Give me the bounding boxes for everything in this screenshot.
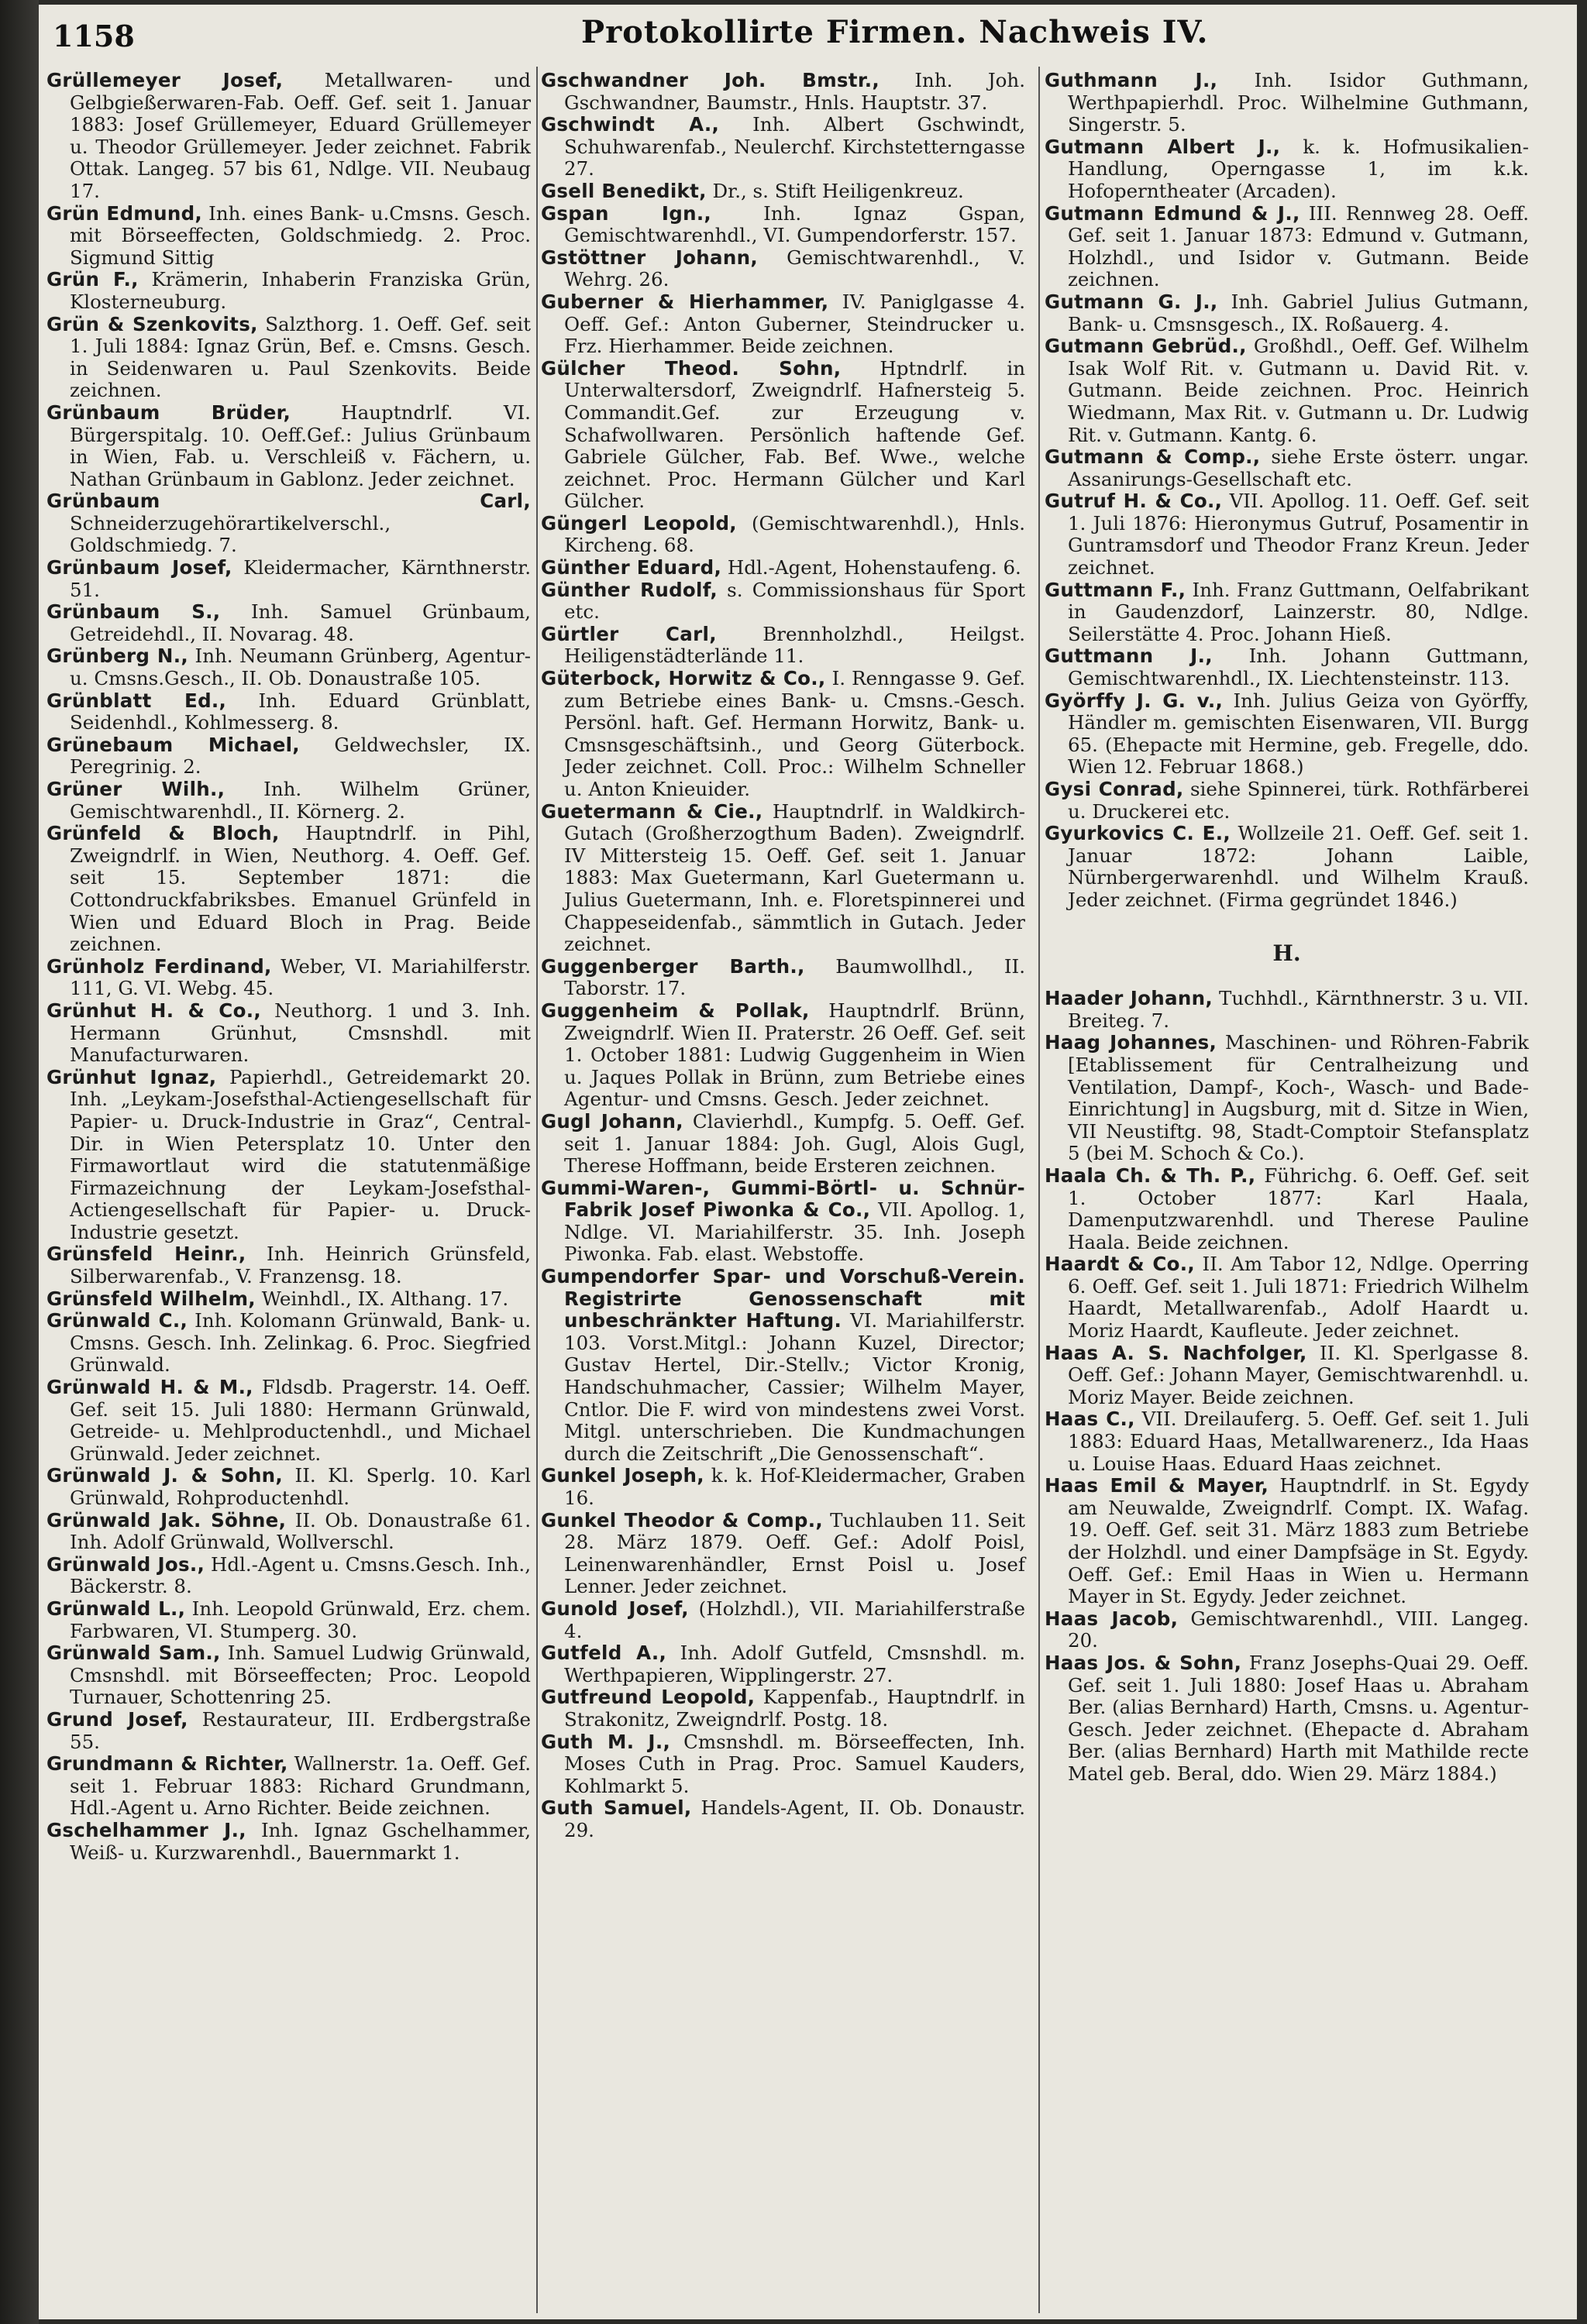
firm-name: Grünwald Jos.,	[46, 1552, 205, 1576]
directory-entry	[1045, 291, 1529, 335]
firm-name: Grünblatt Ed.,	[46, 689, 227, 712]
column-1	[46, 70, 531, 1864]
firm-details: VI. Mariahilferstr. 103. Vorst.Mitgl.: Johann Kuzel, Director; Gustav Hertel, Dir.-Stellv.; Victor Kronig, Handschuhmacher, Cassier; Wilhelm Mayer, Cntlor. Die F. wird von mindestens zwei Vorst. Mitgl. unterschrieben. Die Kundmachungen durch die Zeitschrift „Die Genossenschaft“.	[564, 1309, 1025, 1465]
directory-entry	[46, 1598, 531, 1642]
column-3-entries	[1045, 70, 1529, 912]
firm-name: Gschelhammer J.,	[46, 1818, 246, 1841]
firm-details: Salzthorg. 1. Oeff. Gef. seit 1. Juli 1884: Ignaz Grün, Bef. e. Cmsns. Gesch. in Seidenwaren u. Paul Szenkovits. Beide zeichnen.	[70, 312, 531, 402]
firm-name: Gspan Ign.,	[541, 201, 712, 225]
firm-details: Handels-Agent, II. Ob. Donaustr. 29.	[564, 1796, 1025, 1841]
directory-entry	[46, 269, 531, 313]
firm-details: Inh. Samuel Ludwig Grünwald, Cmsnshdl. mit Börseeffecten; Proc. Leopold Turnauer, Schottenring 25.	[70, 1642, 531, 1709]
firm-details: Hptndrlf. in Unterwaltersdorf, Zweigndrlf. Hafnersteig 5. Commandit.Gef. zur Erzeugung v. Schafwollwaren. Persönlich haftende Gef. Gabriele Gülcher, Fab. Bef. Wwe., welche zeichnet. Proc. Hermann Gülcher und Karl Gülcher.	[564, 356, 1025, 513]
firm-name: Guttmann F.,	[1045, 578, 1186, 601]
firm-name: Grün Edmund,	[46, 201, 203, 225]
directory-entry	[541, 1598, 1025, 1642]
firm-name: Guetermann & Cie.,	[541, 799, 763, 823]
firm-details: Inh. Isidor Guthmann, Werthpapierhdl. Proc. Wilhelmine Guthmann, Singerstr. 5.	[1068, 69, 1529, 136]
directory-entry	[46, 1067, 531, 1244]
directory-entry	[541, 247, 1025, 291]
firm-details: Schneiderzugehörartikelverschl., Goldschmiedg. 7.	[70, 511, 391, 557]
firm-details: Baumwollhdl., II. Taborstr. 17.	[564, 954, 1025, 1000]
firm-details: Hdl.-Agent u. Cmsns.Gesch. Inh., Bäckerstr. 8.	[70, 1552, 531, 1598]
firm-name: Gutmann Albert J.,	[1045, 135, 1281, 158]
firm-name: Grünwald L.,	[46, 1597, 186, 1620]
directory-entry	[541, 1000, 1025, 1111]
firm-details: Hauptndrlf. in Waldkirch-Gutach (Großherzogthum Baden). Zweigndrlf. IV Mittersteig 15. Oeff. Gef. seit 1. Januar 1883: Max Guetermann, Karl Guetermann u. Julius Guetermann, Inh. e. Floretspinnerei und Chappeseidenfab., sämmtlich in Gutach. Jeder zeichnet.	[564, 799, 1025, 956]
firm-details: Weinhdl., IX. Althang. 17.	[261, 1287, 509, 1310]
firm-name: Grünebaum Michael,	[46, 733, 300, 756]
directory-entry	[541, 513, 1025, 557]
book-page	[39, 5, 1577, 2319]
firm-details: Fldsdb. Pragerstr. 14. Oeff. Gef. seit 15. Juli 1880: Hermann Grünwald, Getreide- u. Mehlproductenhdl., und Michael Grünwald. Jeder zeichnet.	[70, 1376, 531, 1465]
directory-entry	[541, 668, 1025, 801]
firm-name: Gyurkovics C. E.,	[1045, 822, 1231, 845]
firm-details: Hauptndrlf. in Pihl, Zweigndrlf. in Wien, Neuthorg. 4. Oeff. Gef. seit 15. September 1871: die Cottondruckfabriksbes. Emanuel Grünfeld in Wien und Eduard Bloch in Prag. Beide zeichnen.	[70, 822, 531, 956]
firm-details: Clavierhdl., Kumpfg. 5. Oeff. Gef. seit 1. Januar 1884: Joh. Gugl, Alois Gugl, Therese Hoffmann, beide Ersteren zeichnen.	[564, 1109, 1025, 1177]
firm-name: Haas Jos. & Sohn,	[1045, 1651, 1242, 1674]
firm-name: Grünfeld & Bloch,	[46, 822, 280, 845]
directory-entry	[541, 1266, 1025, 1465]
firm-name: Grünbaum Carl,	[46, 490, 531, 513]
firm-name: Günther Eduard,	[541, 556, 722, 579]
firm-details: Inh. Johann Guttmann, Gemischtwarenhdl., IX. Liechtensteinstr. 113.	[1068, 645, 1530, 690]
directory-entry	[1045, 335, 1529, 446]
firm-name: Grünwald J. & Sohn,	[46, 1464, 284, 1487]
firm-details: I. Renngasse 9. Gef. zum Betriebe eines Bank- u. Cmsns.-Gesch. Persönl. haft. Gef. Hermann Horwitz, Bank- u. Cmsnsgeschäftsinh., und Georg Güterbock. Jeder zeichnet. Coll. Proc.: Wilhelm Schneller u. Anton Knieuider.	[564, 667, 1026, 800]
directory-entry	[46, 690, 531, 734]
firm-name: Gutfreund Leopold,	[541, 1686, 756, 1709]
firm-name: Güngerl Leopold,	[541, 511, 737, 535]
directory-entry	[541, 1177, 1025, 1266]
firm-details: II. Am Tabor 12, Ndlge. Operring 6. Oeff. Gef. seit 1. Juli 1871: Friedrich Wilhelm Haardt, Metallwarenfab., Adolf Haardt u. Moriz Haardt, Kaufleute. Jeder zeichnet.	[1068, 1253, 1530, 1342]
firm-details: Neuthorg. 1 und 3. Inh. Hermann Grünhut, Cmsnshdl. mit Manufacturwaren.	[70, 999, 532, 1067]
firm-name: Györffy J. G. v.,	[1045, 689, 1224, 712]
firm-details: s. Commissionshaus für Sport etc.	[564, 578, 1025, 624]
directory-entry	[46, 1820, 531, 1864]
directory-entry	[46, 779, 531, 823]
directory-entry	[46, 1510, 531, 1554]
firm-name: Gysi Conrad,	[1045, 778, 1184, 800]
firm-name: Grünbaum S.,	[46, 600, 221, 624]
firm-details: Brennholzhdl., Heilgst. Heiligenstädterlände 11.	[564, 622, 1025, 668]
firm-name: Güterbock, Horwitz & Co.,	[541, 667, 826, 690]
firm-details: Großhdl., Oeff. Gef. Wilhelm Isak Wolf Rit. v. Gutmann u. David Rit. v. Gutmann. Beide zeichnen. Proc. Heinrich Wiedmann, Max Rit. v. Gutmann u. Dr. Ludwig Rit. v. Gutmann. Kantg. 6.	[1068, 335, 1529, 446]
directory-entry	[541, 358, 1025, 513]
firm-name: Grünsfeld Wilhelm,	[46, 1287, 256, 1310]
page-header	[39, 5, 1577, 59]
firm-details: II. Kl. Sperlgasse 8. Oeff. Gef.: Johann Mayer, Gemischtwarenhdl. u. Moriz Mayer. Beide zeichnen.	[1068, 1341, 1529, 1408]
firm-details: Inh. Eduard Grünblatt, Seidenhdl., Kohlmesserg. 8.	[70, 689, 531, 734]
firm-details: (Gemischtwarenhdl.), Hnls. Kircheng. 68.	[564, 511, 1025, 557]
directory-entry	[541, 579, 1025, 624]
firm-name: Grünsfeld Heinr.,	[46, 1243, 246, 1266]
firm-name: Haag Johannes,	[1045, 1031, 1217, 1054]
directory-entry	[541, 291, 1025, 358]
directory-entry	[46, 1310, 531, 1377]
directory-entry	[1045, 823, 1529, 911]
directory-entry	[46, 557, 531, 601]
firm-name: Grünbaum Josef,	[46, 556, 232, 579]
directory-entry	[541, 1642, 1025, 1686]
directory-entry	[541, 1797, 1025, 1841]
directory-entry	[541, 1510, 1025, 1598]
firm-details: VII. Apollog. 1, Ndlge. VI. Mariahilferstr. 35. Inh. Joseph Piwonka. Fab. elast. Webstoffe.	[564, 1198, 1025, 1266]
directory-entry	[541, 114, 1025, 180]
page-gutter	[0, 0, 39, 2324]
directory-entry	[541, 203, 1025, 247]
firm-name: Haala Ch. & Th. P.,	[1045, 1164, 1256, 1187]
directory-entry	[1045, 1608, 1529, 1652]
firm-name: Gumpendorfer Spar- und Vorschuß-Verein. Registrirte Genossenschaft mit unbeschränkter Haftung.	[541, 1265, 1025, 1332]
directory-entry	[46, 1243, 531, 1287]
firm-details: Hauptndrlf. Brünn, Zweigndrlf. Wien II. Praterstr. 26 Oeff. Gef. seit 1. October 1881: Ludwig Guggenheim in Wien u. Jaques Pollak in Brünn, zum Betriebe eines Agentur- und Cmsns. Gesch. Jeder zeichnet.	[564, 999, 1026, 1111]
directory-entry	[1045, 645, 1529, 689]
firm-name: Guttmann J.,	[1045, 645, 1213, 668]
directory-entry	[1045, 136, 1529, 203]
column-divider	[1038, 67, 1040, 2313]
directory-entry	[46, 1288, 531, 1311]
firm-name: Grundmann & Richter,	[46, 1752, 288, 1776]
firm-details: Gemischtwarenhdl., VIII. Langeg. 20.	[1068, 1607, 1529, 1652]
firm-details: II. Kl. Sperlg. 10. Karl Grünwald, Rohproductenhdl.	[70, 1464, 531, 1509]
firm-name: Guthmann J.,	[1045, 69, 1218, 91]
firm-name: Gülcher Theod. Sohn,	[541, 356, 842, 380]
firm-name: Gürtler Carl,	[541, 622, 717, 645]
firm-details: Kappenfab., Hauptndrlf. in Strakonitz, Zweigndrlf. Postg. 18.	[564, 1686, 1025, 1731]
firm-details: Hauptndrlf. VI. Bürgerspitalg. 10. Oeff.Gef.: Julius Grünbaum in Wien, Fab. u. Verschleiß v. Fächern, u. Nathan Grünbaum in Gablonz. Jeder zeichnet.	[70, 401, 531, 490]
firm-details: Inh. Ignaz Gschelhammer, Weiß- u. Kurzwarenhdl., Bauernmarkt 1.	[70, 1818, 531, 1864]
firm-details: siehe Spinnerei, türk. Rothfärberei u. Druckerei etc.	[1068, 778, 1530, 823]
directory-entry	[1045, 70, 1529, 136]
page-number: 1158	[53, 19, 135, 53]
directory-entry	[46, 1000, 531, 1067]
directory-entry	[541, 956, 1025, 1000]
firm-name: Gutmann G. J.,	[1045, 290, 1218, 313]
firm-name: Gutmann Gebrüd.,	[1045, 335, 1247, 358]
firm-name: Gunkel Joseph,	[541, 1464, 704, 1487]
firm-name: Guggenberger Barth.,	[541, 954, 805, 978]
directory-entry	[46, 1709, 531, 1753]
firm-name: Grünberg N.,	[46, 645, 188, 668]
firm-name: Haas C.,	[1045, 1408, 1135, 1431]
page-title: Protokollirte Firmen. Nachweis IV.	[581, 14, 1209, 50]
firm-details: IV. Paniglgasse 4. Oeff. Gef.: Anton Guberner, Steindrucker u. Frz. Hierhammer. Beide zeichnen.	[564, 290, 1025, 358]
firm-details: Papierhdl., Getreidemarkt 20. Inh. „Leykam-Josefsthal-Actiengesellschaft für Papier- u. Druck-Industrie in Graz“, Central-Dir. in Wien Petersplatz 10. Unter den Firmawortlaut wird die statutenmäßige Firmazeichnung der Leykam-Josefsthal-Actiengesellschaft für Papier- u. Druck-Industrie gesetzt.	[70, 1065, 531, 1243]
firm-details: Inh. Wilhelm Grüner, Gemischtwarenhdl., II. Körnerg. 2.	[70, 778, 531, 823]
firm-name: Haas Emil & Mayer,	[1045, 1474, 1269, 1497]
directory-entry	[541, 1686, 1025, 1731]
firm-name: Gutmann & Comp.,	[1045, 445, 1261, 469]
firm-details: Maschinen- und Röhren-Fabrik [Etablissement für Centralheizung und Ventilation, Dampf-, Koch-, Wasch- und Bade-Einrichtung] in Augsburg, mit d. Sitze in Wien, VII Neustiftg. 98, Stadt-Comptoir Stefansplatz 5 (bei M. Schoch & Co.).	[1068, 1031, 1529, 1165]
directory-entry	[46, 734, 531, 779]
directory-entry	[46, 1465, 531, 1509]
firm-details: Wollzeile 21. Oeff. Gef. seit 1. Januar 1872: Johann Laible, Nürnbergerwarenhdl. und Wilhelm Krauß. Jeder zeichnet. (Firma gegründet 1846.)	[1068, 822, 1530, 911]
firm-name: Gsell Benedikt,	[541, 179, 707, 202]
firm-name: Gummi-Waren-, Gummi-Börtl- u. Schnür-Fabrik Josef Piwonka & Co.,	[541, 1176, 1025, 1222]
directory-entry	[46, 70, 531, 203]
directory-entry	[541, 180, 1025, 203]
firm-details: Inh. Ignaz Gspan, Gemischtwarenhdl., VI. Gumpendorferstr. 157.	[564, 201, 1025, 247]
directory-entry	[541, 1111, 1025, 1177]
column-divider	[536, 67, 538, 2313]
section-heading: H.	[1272, 940, 1301, 966]
firm-name: Gschwindt A.,	[541, 113, 720, 136]
directory-entry	[1045, 1165, 1529, 1253]
directory-entry	[541, 70, 1025, 114]
firm-name: Gunold Josef,	[541, 1597, 689, 1620]
firm-name: Haas Jacob,	[1045, 1607, 1179, 1630]
firm-details: III. Rennweg 28. Oeff. Gef. seit 1. Januar 1873: Edmund v. Gutmann, Holzhdl., und Isidor v. Gutmann. Beide zeichnen.	[1068, 201, 1529, 291]
firm-details: Inh. Samuel Grünbaum, Getreidehdl., II. Novarag. 48.	[70, 600, 531, 645]
directory-entry	[46, 1554, 531, 1598]
firm-details: Krämerin, Inhaberin Franziska Grün, Klosterneuburg.	[70, 268, 531, 313]
directory-entry	[541, 624, 1025, 668]
firm-name: Grund Josef,	[46, 1707, 188, 1731]
directory-entry	[1045, 1475, 1529, 1608]
directory-entry	[46, 490, 531, 557]
directory-entry	[1045, 490, 1529, 579]
firm-name: Grünholz Ferdinand,	[46, 954, 272, 978]
directory-entry	[46, 402, 531, 490]
firm-details: Inh. Julius Geiza von Györffy, Händler m. gemischten Eisenwaren, VII. Burgg 65. (Ehepacte mit Hermine, geb. Fregelle, ddo. Wien 12. Februar 1868.)	[1068, 689, 1529, 779]
firm-name: Gutfeld A.,	[541, 1642, 667, 1665]
firm-details: Inh. Gabriel Julius Gutmann, Bank- u. Cmsnsgesch., IX. Roßauerg. 4.	[1068, 290, 1529, 335]
firm-details: Geldwechsler, IX. Peregrinig. 2.	[70, 733, 531, 779]
firm-details: siehe Erste österr. ungar. Assanirungs-Gesellschaft etc.	[1068, 445, 1529, 490]
directory-entry	[46, 314, 531, 402]
firm-name: Günther Rudolf,	[541, 578, 718, 601]
firm-name: Haader Johann,	[1045, 987, 1213, 1010]
firm-details: VII. Apollog. 11. Oeff. Gef. seit 1. Juli 1876: Hieronymus Gutruf, Posamentir in Guntramsdorf und Theodor Franz Kreun. Jeder zeichnet.	[1068, 490, 1529, 579]
firm-details: Kleidermacher, Kärnthnerstr. 51.	[70, 556, 532, 601]
firm-name: Haardt & Co.,	[1045, 1253, 1196, 1276]
firm-name: Gstöttner Johann,	[541, 246, 758, 269]
firm-details: VII. Dreilauferg. 5. Oeff. Gef. seit 1. Juli 1883: Eduard Haas, Metallwarenerz., Ida Haas u. Louise Haas. Eduard Haas zeichnet.	[1068, 1408, 1529, 1475]
firm-details: Inh. Joh. Gschwandner, Baumstr., Hnls. Hauptstr. 37.	[564, 69, 1025, 114]
directory-entry	[1045, 988, 1529, 1032]
directory-entry	[1045, 446, 1529, 490]
firm-details: Inh. Heinrich Grünsfeld, Silberwarenfab., V. Franzensg. 18.	[70, 1243, 532, 1288]
firm-details: II. Ob. Donaustraße 61. Inh. Adolf Grünwald, Wollverschl.	[70, 1508, 531, 1554]
directory-entry	[1045, 690, 1529, 779]
firm-name: Grüllemeyer Josef,	[46, 69, 284, 91]
firm-details: Inh. Leopold Grünwald, Erz. chem. Farbwaren, VI. Stumperg. 30.	[70, 1597, 531, 1642]
firm-details: Wallnerstr. 1a. Oeff. Gef. seit 1. Februar 1883: Richard Grundmann, Hdl.-Agent u. Arno Richter. Beide zeichnen.	[70, 1752, 531, 1820]
firm-details: Inh. eines Bank- u.Cmsns. Gesch. mit Börseeffecten, Goldschmiedg. 2. Proc. Sigmund Sittig	[70, 201, 531, 269]
firm-name: Guberner & Hierhammer,	[541, 290, 829, 313]
firm-name: Grün & Szenkovits,	[46, 312, 258, 335]
directory-entry	[46, 601, 531, 645]
directory-entry	[1045, 1408, 1529, 1475]
firm-details: Inh. Kolomann Grünwald, Bank- u. Cmsns. Gesch. Inh. Zelinkag. 6. Proc. Siegfried Grünwald.	[70, 1309, 531, 1377]
column-3-entries-after	[1045, 988, 1529, 1785]
firm-name: Grünwald C.,	[46, 1309, 188, 1332]
directory-entry	[1045, 1032, 1529, 1165]
firm-details: k. k. Hof-Kleidermacher, Graben 16.	[564, 1464, 1025, 1509]
firm-name: Gutmann Edmund & J.,	[1045, 201, 1300, 225]
firm-details: Tuchlauben 11. Seit 28. März 1879. Oeff. Gef.: Adolf Poisl, Leinenwarenhändler, Ernst Poisl u. Josef Lenner. Jeder zeichnet.	[564, 1508, 1025, 1598]
column-3	[1045, 70, 1529, 1786]
directory-entry	[541, 557, 1025, 579]
firm-name: Gunkel Theodor & Comp.,	[541, 1508, 823, 1532]
directory-entry	[541, 1465, 1025, 1509]
firm-name: Gschwandner Joh. Bmstr.,	[541, 69, 880, 91]
directory-entry	[1045, 203, 1529, 291]
firm-name: Grünbaum Brüder,	[46, 401, 291, 424]
firm-name: Gugl Johann,	[541, 1109, 683, 1133]
directory-entry	[46, 823, 531, 956]
firm-details: Inh. Adolf Gutfeld, Cmsnshdl. m. Werthpapieren, Wipplingerstr. 27.	[564, 1642, 1025, 1686]
firm-name: Guth M. J.,	[541, 1730, 671, 1753]
firm-details: Führichg. 6. Oeff. Gef. seit 1. October 1877: Karl Haala, Damenputzwarenhdl. und Therese Pauline Haala. Beide zeichnen.	[1068, 1164, 1529, 1253]
directory-entry	[46, 1753, 531, 1820]
firm-name: Haas A. S. Nachfolger,	[1045, 1341, 1307, 1364]
directory-entry	[46, 203, 531, 270]
directory-entry	[46, 645, 531, 689]
firm-name: Grünwald Jak. Söhne,	[46, 1508, 287, 1532]
firm-details: Gemischtwarenhdl., V. Wehrg. 26.	[564, 246, 1025, 291]
directory-entry	[46, 956, 531, 1000]
column-2	[541, 70, 1025, 1842]
firm-details: Inh. Franz Guttmann, Oelfabrikant in Gaudenzdorf, Lainzerstr. 80, Ndlge. Seilerstätte 4. Proc. Johann Hieß.	[1068, 578, 1529, 645]
firm-name: Grüner Wilh.,	[46, 778, 225, 800]
firm-details: Franz Josephs-Quai 29. Oeff. Gef. seit 1. Juli 1880: Josef Haas u. Abraham Ber. (alias Bernhard) Harth, Cmsns. u. Agentur-Gesch. Jeder zeichnet. (Ehepacte d. Abraham Ber. (alias Bernhard) Harth mit Mathilde recte Matel geb. Beral, ddo. Wien 29. März 1884.)	[1068, 1651, 1530, 1785]
directory-entry	[541, 1731, 1025, 1798]
firm-details: Inh. Neumann Grünberg, Agentur- u. Cmsns.Gesch., II. Ob. Donaustraße 105.	[70, 645, 531, 690]
firm-details: Cmsnshdl. m. Börseeffecten, Inh. Moses Cuth in Prag. Proc. Samuel Kauders, Kohlmarkt 5.	[564, 1730, 1025, 1797]
directory-entry	[1045, 1342, 1529, 1409]
firm-details: Metallwaren- und Gelbgießerwaren-Fab. Oeff. Gef. seit 1. Januar 1883: Josef Grüllemeyer, Eduard Grüllemeyer u. Theodor Grüllemeyer. Jeder zeichnet. Fabrik Ottak. Langeg. 57 bis 61, Ndlge. VII. Neubaug 17.	[70, 69, 531, 202]
firm-details: (Holzhdl.), VII. Mariahilferstraße 4.	[564, 1597, 1025, 1642]
firm-details: k. k. Hofmusikalien-Handlung, Operngasse 1, im k.k. Hofoperntheater (Arcaden).	[1068, 135, 1529, 202]
firm-name: Grünwald Sam.,	[46, 1642, 221, 1665]
directory-entry	[46, 1642, 531, 1709]
firm-details: Dr., s. Stift Heiligenkreuz.	[712, 179, 964, 202]
firm-name: Guth Samuel,	[541, 1796, 692, 1820]
firm-details: Restaurateur, III. Erdbergstraße 55.	[70, 1707, 531, 1753]
firm-details: Hdl.-Agent, Hohenstaufeng. 6.	[727, 556, 1021, 579]
directory-entry	[1045, 1652, 1529, 1786]
firm-details: Weber, VI. Mariahilferstr. 111, G. VI. Webg. 45.	[70, 954, 531, 1000]
directory-entry	[46, 1377, 531, 1465]
firm-name: Gutruf H. & Co.,	[1045, 490, 1223, 513]
firm-name: Grün F.,	[46, 268, 139, 291]
directory-entry	[1045, 1253, 1529, 1342]
directory-entry	[1045, 779, 1529, 823]
firm-name: Grünhut H. & Co.,	[46, 999, 261, 1022]
firm-details: Hauptndrlf. in St. Egydy am Neuwalde, Zweigndrlf. Compt. IX. Wafag. 19. Oeff. Gef. seit 31. März 1883 zum Betriebe der Holzhdl. und einer Dampfsäge in St. Egydy. Oeff. Gef.: Emil Haas in Wien u. Hermann Mayer in St. Egydy. Jeder zeichnet.	[1068, 1474, 1529, 1608]
firm-name: Grünwald H. & M.,	[46, 1376, 253, 1399]
directory-entry	[541, 801, 1025, 956]
firm-name: Guggenheim & Pollak,	[541, 999, 810, 1022]
firm-name: Grünhut Ignaz,	[46, 1065, 217, 1088]
firm-details: Inh. Albert Gschwindt, Schuhwarenfab., Neulerchf. Kirchstetterngasse 27.	[564, 113, 1025, 180]
directory-entry	[1045, 579, 1529, 646]
firm-details: Tuchhdl., Kärnthnerstr. 3 u. VII. Breiteg. 7.	[1068, 987, 1529, 1032]
